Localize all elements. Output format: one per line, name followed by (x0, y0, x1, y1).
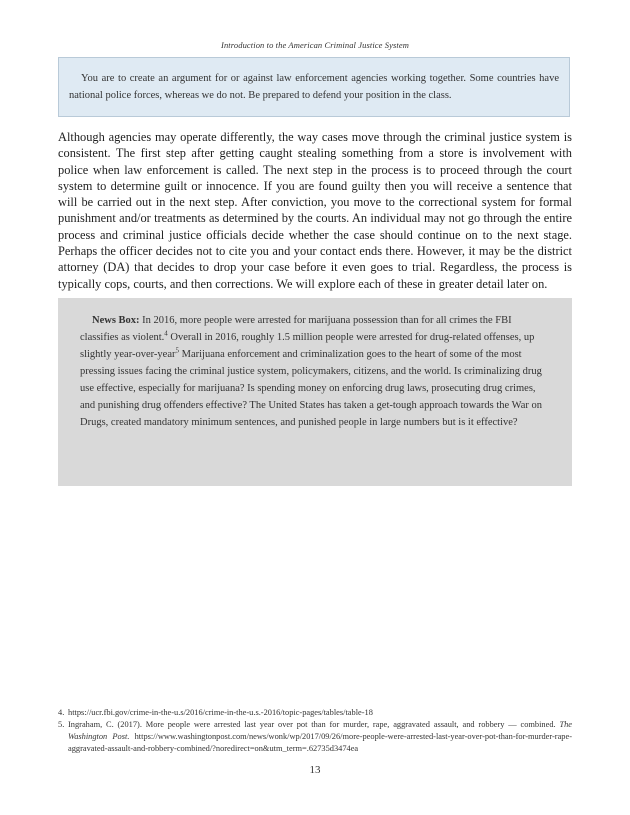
news-box-text (80, 312, 552, 431)
news-box-text-2: Overall in 2016, roughly 1.5 million people were arrested for drug-related offenses, up slightly year-over-year (80, 332, 535, 360)
body-paragraph: Although agencies may operate differently, the way cases move through the criminal justice system is consistent. The first step after getting caught stealing something from a store is involvement with police when law enforcement is called. The next step in the process is to proceed through the court system to determine guilt or innocence. If you are found guilty then you will receive a sentence that will be carried out in the next step. After conviction, you move to the correctional system for formal punishment and/or treatments as determined by the courts. An individual may not go through the entire process and criminal justice officials decide whether the case should continue on to the next stage. Perhaps the officer decides not to cite you and your contact ends there. However, it may be the district attorney (DA) that decides to drop your case before it even goes to trial. Regardless, the process is typically cops, courts, and then corrections. We will explore each of these in greater detail later on. (58, 130, 572, 291)
page-number: 13 (309, 764, 321, 776)
footnote-5 (58, 719, 572, 755)
footnote-number: 5. (58, 720, 65, 729)
news-box (58, 298, 572, 486)
footnote-publication: The Washington Post. (68, 720, 572, 741)
footnotes (58, 707, 572, 755)
footnote-citation: Ingraham, C. (2017). More people were arrested last year over pot than for murder, rape, aggravated assault, and robbery — combined. (68, 720, 560, 729)
footnote-number: 4. (58, 708, 65, 717)
news-box-label: News Box: (92, 315, 140, 326)
footnote-text (68, 707, 572, 719)
footnote-ref-4[interactable]: 4 (164, 329, 168, 338)
footnote-ref-5[interactable]: 5 (175, 346, 179, 355)
activity-prompt-text: You are to create an argument for or against law enforcement agencies working together. Some countries have national police forces, whereas we do not. Be prepared to defend your position in the class. (69, 73, 559, 101)
news-box-text-1: In 2016, more people were arrested for marijuana possession than for all crimes the FBI classifies as violent. (80, 315, 512, 343)
footnote-4 (58, 707, 572, 719)
footnote-link[interactable]: https://ucr.fbi.gov/crime-in-the-u.s/2016/crime-in-the-u.s.-2016/topic-pages/tables/table-18 (68, 708, 373, 717)
footnote-link[interactable]: https://www.washingtonpost.com/news/wonk/wp/2017/09/26/more-people-were-arrested-last-year-over-pot-than-for-murder-rape-aggravated-assault-and-robbery-combined/?noredirect=on&utm_term=.62735d3474ea (68, 732, 573, 753)
footnote-text (68, 719, 572, 755)
news-box-text-3: Marijuana enforcement and criminalization goes to the heart of some of the most pressing issues facing the criminal justice system, policymakers, citizens, and the world. Is criminalizing drug use effective, especially for marijuana? Is spending money on enforcing drug laws, prosecuting drug crimes, and punishing drug offenders effective? The United States has taken a get-tough approach towards the War on Drugs, created mandatory minimum sentences, and punished people in large numbers but is it effective? (80, 349, 542, 428)
activity-prompt-box (58, 57, 570, 117)
running-header: Introduction to the American Criminal Justice System (221, 40, 409, 50)
